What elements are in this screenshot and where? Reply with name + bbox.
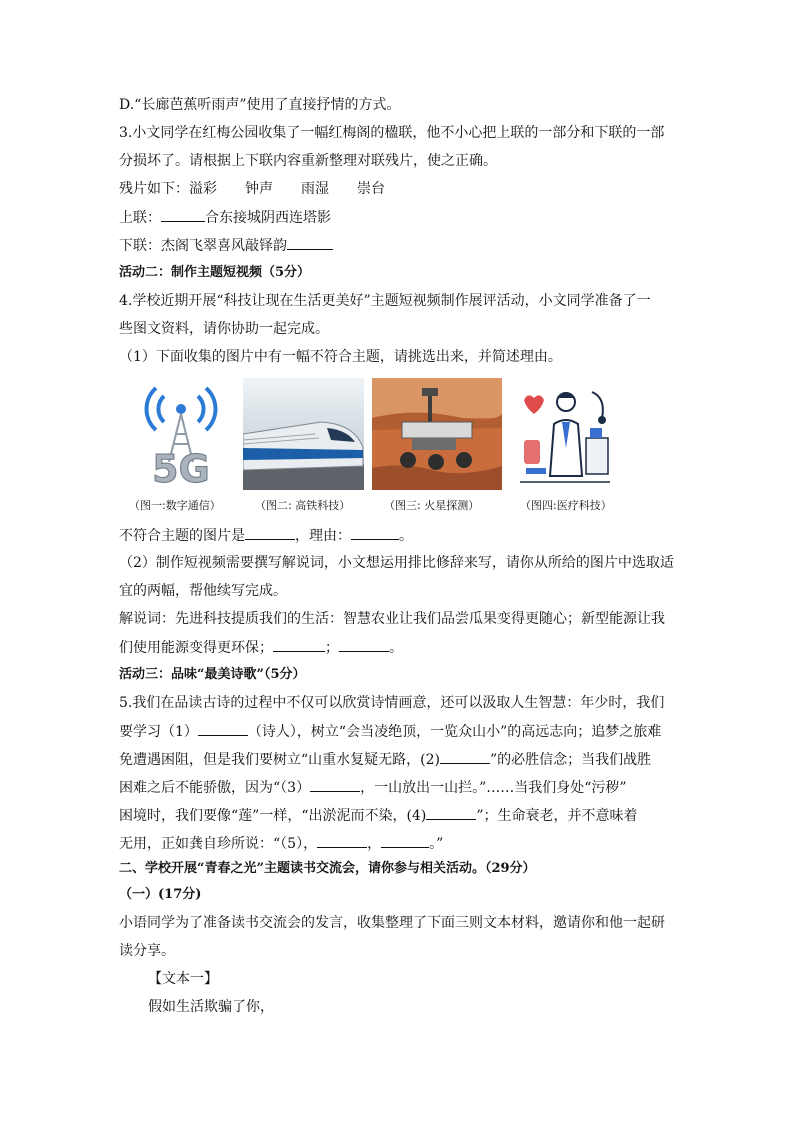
subsection-1-heading: （一）(17分) bbox=[119, 887, 202, 902]
intro-text: 小语同学为了准备读书交流会的发言，收集整理了下面三则文本材料，邀请你和他一起研 bbox=[119, 915, 665, 931]
q5-part: ”的必胜信念；当我们战胜 bbox=[490, 752, 652, 768]
question-4-text: 4.学校近期开展“科技让现在生活更美好”主题短视频制作展评活动，小文同学准备了一 bbox=[119, 293, 651, 309]
figure-4-medical bbox=[514, 378, 616, 490]
blank-upper-couplet[interactable] bbox=[161, 207, 205, 222]
blank-narration-2[interactable] bbox=[339, 637, 389, 652]
q5-part: 困境时，我们要像“莲”一样，“出淤泥而不染，(4) bbox=[119, 808, 427, 824]
5g-tower-image bbox=[142, 378, 220, 490]
question-3-text: 3.小文同学在红梅公园收集了一幅红梅阁的楹联，他不小心把上联的一部分和下联的一部 bbox=[119, 125, 665, 141]
figure-2-caption: （图二: 高铁科技） bbox=[255, 499, 351, 512]
question-5-line-4 bbox=[119, 777, 627, 798]
lower-couplet-text: 下联：杰阁飞翠喜风敲铎韵 bbox=[119, 238, 287, 254]
q5-part: ，一山放出一山拦。”……当我们身处“污秽” bbox=[360, 780, 627, 796]
q5-part: 困难之后不能骄傲，因为“（3） bbox=[119, 780, 311, 796]
question-4-2-text: （2）制作短视频需要撰写解说词，小文想运用排比修辞来写，请你从所给的图片中选取适 bbox=[119, 555, 674, 571]
period: 。 bbox=[399, 528, 413, 544]
narration-text-part: 们使用能源变得更环保； bbox=[119, 640, 273, 656]
question-5-line-6 bbox=[119, 833, 443, 854]
activity-3-heading: 活动三：品味“最美诗歌”（5分） bbox=[119, 667, 306, 682]
high-speed-train-image bbox=[243, 378, 364, 490]
blank-verse-5b[interactable] bbox=[381, 833, 429, 848]
narration-text: 解说词：先进科技提质我们的生活：智慧农业让我们品尝瓜果变得更随心；新型能源让我 bbox=[119, 611, 665, 627]
upper-couplet-label: 上联： bbox=[119, 210, 161, 226]
blank-lower-couplet[interactable] bbox=[287, 235, 333, 250]
activity-2-heading: 活动二：制作主题短视频（5分） bbox=[119, 265, 311, 280]
period: 。” bbox=[429, 836, 444, 852]
blank-reason[interactable] bbox=[351, 525, 399, 540]
option-d-text: D.“长廊芭蕉听雨声”使用了直接抒情的方式。 bbox=[119, 97, 401, 113]
question-5-line-5 bbox=[119, 805, 637, 826]
mars-rover-image bbox=[372, 378, 502, 490]
figure-1-caption: （图一:数字通信） bbox=[129, 499, 221, 512]
question-4-2-text-cont: 宜的两幅，帮他续写完成。 bbox=[119, 583, 287, 599]
semicolon: ； bbox=[325, 640, 339, 656]
figure-4-caption: （图四:医疗科技） bbox=[520, 499, 612, 512]
q5-part: ”；生命衰老，并不意味着 bbox=[476, 808, 638, 824]
blank-narration-1[interactable] bbox=[273, 637, 325, 652]
figure-1-5g bbox=[142, 378, 220, 490]
svg-text:5G: 5G bbox=[152, 447, 210, 490]
lower-couplet bbox=[119, 235, 333, 256]
medical-doctor-image bbox=[514, 378, 616, 490]
question-4-1-text: （1）下面收集的图片中有一幅不符合主题，请挑选出来，并简述理由。 bbox=[119, 349, 562, 365]
period: 。 bbox=[389, 640, 403, 656]
answer-prompt: 不符合主题的图片是 bbox=[119, 528, 245, 544]
upper-couplet-rest: 合东接城阴西连塔影 bbox=[205, 210, 331, 226]
question-4-1-answer bbox=[119, 525, 413, 546]
figure-3-caption: （图三: 火星探测） bbox=[384, 499, 480, 512]
question-5-line-2 bbox=[119, 721, 661, 742]
figure-2-train bbox=[243, 378, 364, 490]
narration-text-cont bbox=[119, 637, 403, 658]
q5-part: 无用，正如龚自珍所说：“（5）， bbox=[119, 836, 318, 852]
q5-part: 要学习（1） bbox=[119, 724, 198, 740]
fragments-text: 残片如下：溢彩 钟声 雨湿 崇台 bbox=[119, 181, 385, 197]
poem-line-1: 假如生活欺骗了你， bbox=[148, 999, 274, 1015]
blank-verse-2[interactable] bbox=[440, 749, 490, 764]
blank-picture[interactable] bbox=[245, 525, 295, 540]
comma: ， bbox=[367, 836, 382, 852]
question-5-text: 5.我们在品读古诗的过程中不仅可以欣赏诗情画意，还可以汲取人生智慧：年少时，我们 bbox=[119, 695, 665, 711]
intro-text-cont: 读分享。 bbox=[119, 943, 175, 959]
question-5-line-3 bbox=[119, 749, 651, 770]
section-2-heading: 二、学校开展“青春之光”主题读书交流会，请你参与相关活动。（29分） bbox=[119, 861, 536, 876]
upper-couplet bbox=[119, 207, 331, 228]
blank-verse-4[interactable] bbox=[426, 805, 476, 820]
reason-prompt: ，理由： bbox=[295, 528, 351, 544]
figure-3-mars bbox=[372, 378, 502, 490]
q5-part: 免遭遇困阻，但是我们要树立“山重水复疑无路，(2) bbox=[119, 752, 440, 768]
blank-verse-3[interactable] bbox=[310, 777, 360, 792]
blank-poet[interactable] bbox=[198, 721, 248, 736]
q5-part: （诗人），树立“会当凌绝顶，一览众山小”的高远志向；追梦之旅难 bbox=[247, 724, 662, 740]
blank-verse-5a[interactable] bbox=[317, 833, 367, 848]
text-1-label: 【文本一】 bbox=[148, 971, 218, 987]
question-4-text-cont: 些图文资料，请你协助一起完成。 bbox=[119, 321, 329, 337]
question-3-text-cont: 分损坏了。请根据上下联内容重新整理对联残片，使之正确。 bbox=[119, 153, 497, 169]
